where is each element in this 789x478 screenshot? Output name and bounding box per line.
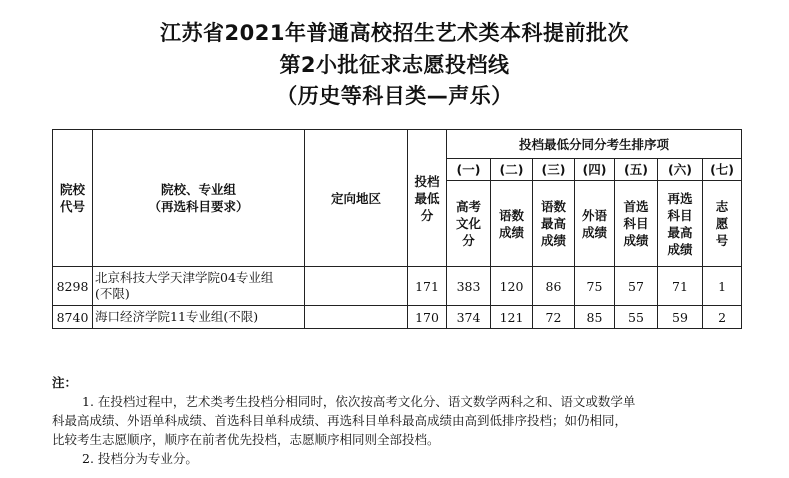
subhead-label-7 (703, 181, 742, 267)
cell-school (93, 267, 305, 306)
cell-code: 8298 (53, 267, 93, 306)
subhead-2-l2: 成绩 (498, 224, 524, 240)
subhead-num-2: (二) (491, 159, 533, 181)
cell-val-5: 55 (615, 306, 658, 329)
subhead-3-l1: 语数 (540, 199, 566, 214)
subhead-1-l2: 文化 (455, 216, 481, 231)
subhead-label-2 (491, 181, 533, 267)
cell-val-3: 86 (533, 267, 575, 306)
cell-val-6: 59 (658, 306, 703, 329)
subhead-num-5: (五) (615, 159, 658, 181)
note-item-1-line1: 1. 在投档过程中，艺术类考生投档分相同时，依次按高考文化分、语文数学两科之和、语文或数学单 (82, 394, 636, 409)
subhead-7-l1: 志 (715, 199, 729, 214)
cell-val-4: 85 (575, 306, 615, 329)
cell-school-line1: 北京科技大学天津学院04专业组 (95, 270, 274, 285)
subhead-label-5 (615, 181, 658, 267)
subhead-5-l1: 首选 (623, 199, 649, 214)
cell-val-3: 72 (533, 306, 575, 329)
subhead-4-l2: 成绩 (581, 224, 607, 240)
header-min-score (408, 130, 447, 267)
header-region: 定向地区 (305, 130, 408, 267)
cell-val-7: 2 (703, 306, 742, 329)
cell-val-2: 121 (491, 306, 533, 329)
cell-val-1: 383 (447, 267, 491, 306)
cell-val-2: 120 (491, 267, 533, 306)
page-category: （历史等科目类—声乐） (276, 84, 513, 108)
note-item-1-line2: 科最高成绩、外语单科成绩、首选科目单科成绩、再选科目单科最高成绩由高到低排序投档；如仍相同， (52, 413, 628, 428)
subhead-label-1 (447, 181, 491, 267)
subhead-7-l3: 号 (715, 233, 729, 248)
header-code-line2: 代号 (59, 199, 85, 214)
subhead-4-l1: 外语 (581, 207, 607, 223)
admission-score-table (52, 129, 742, 329)
subhead-6-l2: 科目 (667, 207, 693, 223)
header-min-line2: 最低 (414, 190, 440, 206)
header-min-line3: 分 (420, 207, 434, 223)
subhead-3-l3: 成绩 (540, 233, 566, 248)
table-row (53, 306, 742, 329)
notes-label: 注： (52, 375, 78, 390)
subhead-num-3: (三) (533, 159, 575, 181)
subhead-num-6: (六) (658, 159, 703, 181)
cell-region (305, 306, 408, 329)
subhead-5-l3: 成绩 (623, 233, 649, 248)
cell-val-1: 374 (447, 306, 491, 329)
subhead-5-l2: 科目 (623, 216, 649, 231)
cell-school: 海口经济学院11专业组(不限) (93, 306, 305, 329)
subhead-num-7: (七) (703, 159, 742, 181)
cell-val-5: 57 (615, 267, 658, 306)
header-code-line1: 院校 (59, 182, 85, 197)
cell-min-score: 170 (408, 306, 447, 329)
cell-region (305, 267, 408, 306)
header-row-1 (53, 130, 742, 159)
subhead-label-6 (658, 181, 703, 267)
header-school-line2: （再选科目要求） (148, 199, 249, 214)
cell-code: 8740 (53, 306, 93, 329)
note-item-2: 2. 投档分为专业分。 (82, 451, 198, 466)
subhead-label-3 (533, 181, 575, 267)
notes-section (52, 373, 742, 468)
subhead-2-l1: 语数 (498, 207, 524, 223)
cell-val-6: 71 (658, 267, 703, 306)
cell-school-line2: (不限) (95, 286, 130, 301)
note-item-1-line3: 比较考生志愿顺序，顺序在前者优先投档，志愿顺序相同则全部投档。 (52, 432, 440, 447)
subhead-1-l1: 高考 (455, 199, 481, 214)
header-tie-group: 投档最低分同分考生排序项 (447, 130, 742, 159)
subhead-1-l3: 分 (462, 233, 475, 248)
subhead-6-l1: 再选 (667, 190, 693, 206)
cell-min-score: 171 (408, 267, 447, 306)
table-row (53, 267, 742, 306)
header-school-line1: 院校、专业组 (160, 182, 236, 197)
header-school (93, 130, 305, 267)
subhead-7-l2: 愿 (715, 216, 729, 231)
header-code (53, 130, 93, 267)
cell-val-4: 75 (575, 267, 615, 306)
subhead-num-1: (一) (447, 159, 491, 181)
header-min-line1: 投档 (414, 173, 440, 189)
page-subtitle: 第2小批征求志愿投档线 (279, 53, 510, 77)
page-title: 江苏省2021年普通高校招生艺术类本科提前批次 (160, 21, 629, 45)
subhead-num-4: (四) (575, 159, 615, 181)
subhead-label-4 (575, 181, 615, 267)
subhead-6-l3: 最高 (667, 224, 693, 240)
subhead-3-l2: 最高 (540, 216, 566, 231)
subhead-6-l4: 成绩 (667, 241, 693, 257)
cell-val-7: 1 (703, 267, 742, 306)
